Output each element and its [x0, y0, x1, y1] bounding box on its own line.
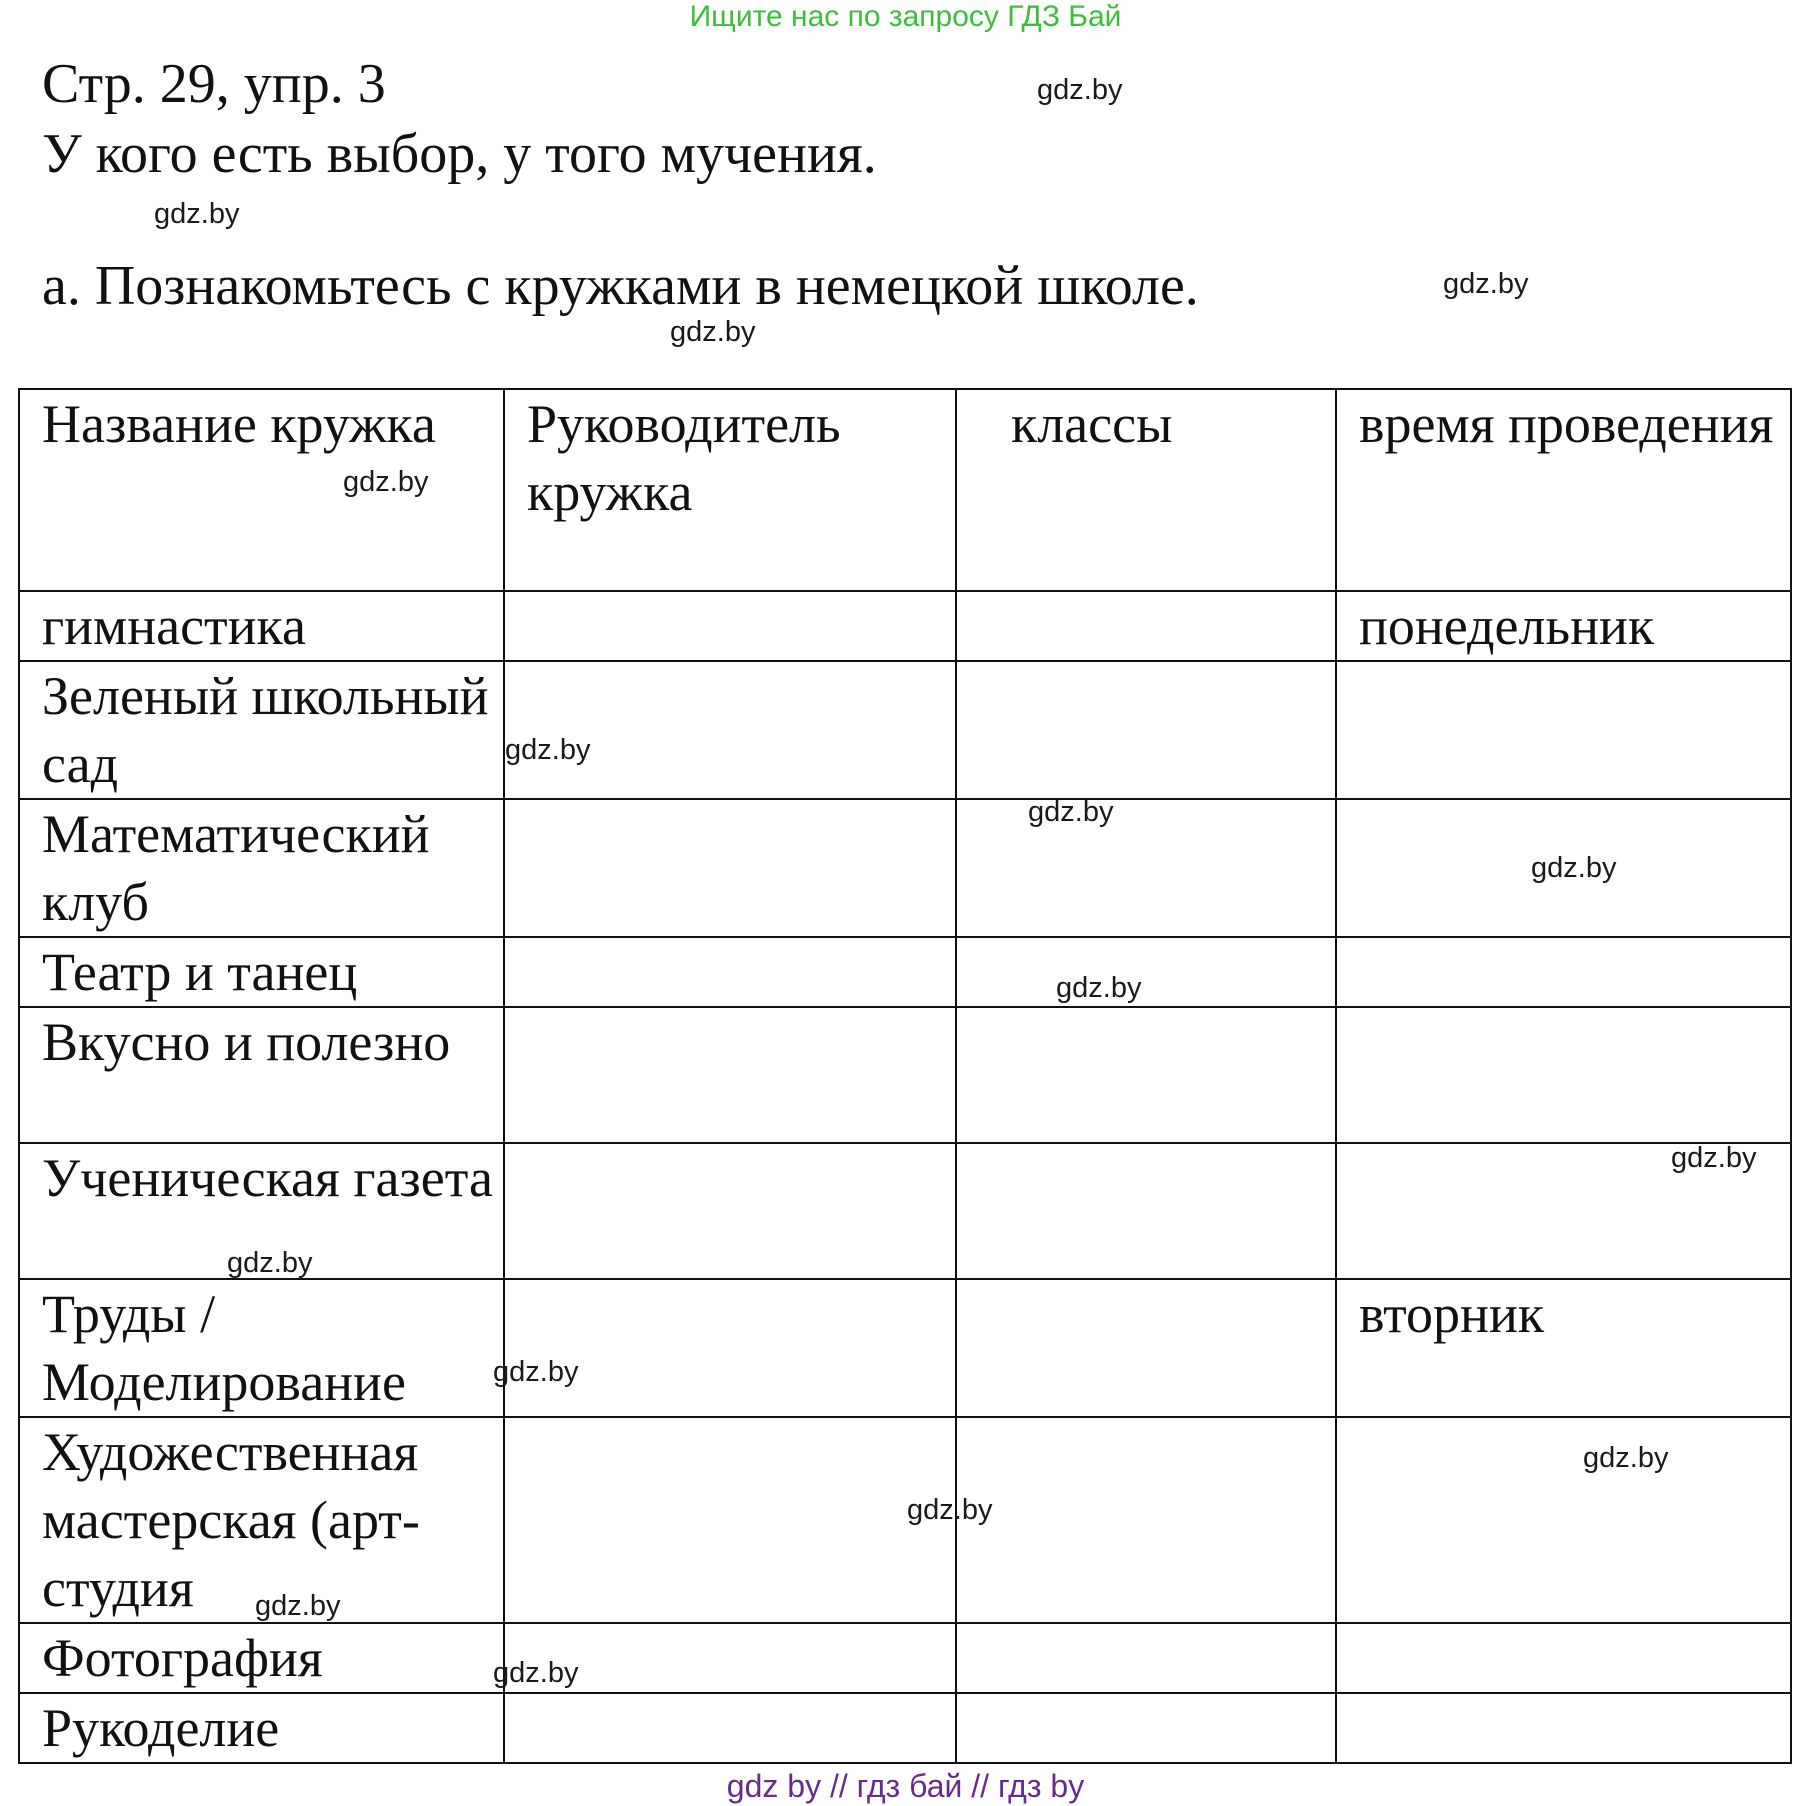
leader-cell	[504, 1693, 956, 1763]
club-name-cell: Труды / Моделирование	[19, 1279, 504, 1417]
table-row	[19, 799, 1791, 937]
classes-cell	[956, 937, 1336, 1007]
time-cell: вторник	[1336, 1279, 1791, 1417]
club-name-cell: Вкусно и полезно	[19, 1007, 504, 1143]
watermark: gdz.by	[1531, 852, 1617, 884]
table-row	[19, 591, 1791, 661]
watermark: gdz.by	[1028, 796, 1114, 828]
watermark: gdz.by	[343, 466, 429, 498]
club-name-cell: Ученическая газета	[19, 1143, 504, 1279]
watermark: gdz.by	[1037, 74, 1123, 106]
classes-cell	[956, 1623, 1336, 1693]
leader-cell	[504, 1143, 956, 1279]
leader-cell	[504, 937, 956, 1007]
table-row	[19, 661, 1791, 799]
watermark: gdz.by	[1583, 1442, 1669, 1474]
club-name-cell: Математический клуб	[19, 799, 504, 937]
leader-cell	[504, 591, 956, 661]
watermark: gdz.by	[1443, 268, 1529, 300]
watermark: gdz.by	[670, 316, 756, 348]
leader-cell	[504, 661, 956, 799]
watermark: gdz.by	[493, 1657, 579, 1689]
header-leader: Руководитель кружка	[504, 389, 956, 591]
footer-banner: gdz by // гдз бай // гдз by	[726, 1768, 1085, 1804]
classes-cell	[956, 1279, 1336, 1417]
classes-cell	[956, 1693, 1336, 1763]
leader-cell	[504, 799, 956, 937]
classes-cell	[956, 591, 1336, 661]
table-row	[19, 1279, 1791, 1417]
watermark: gdz.by	[255, 1590, 341, 1622]
watermark: gdz.by	[154, 198, 240, 230]
time-cell	[1336, 1007, 1791, 1143]
leader-cell	[504, 1007, 956, 1143]
time-cell: понедельник	[1336, 591, 1791, 661]
watermark: gdz.by	[907, 1494, 993, 1526]
club-name-cell: Художественная мастерская (арт-студия	[19, 1417, 504, 1623]
leader-cell	[504, 1279, 956, 1417]
header-time: время проведения	[1336, 389, 1791, 591]
subtitle: У кого есть выбор, у того мучения.	[42, 123, 877, 185]
time-cell	[1336, 1417, 1791, 1623]
page-reference: Стр. 29, упр. 3	[42, 53, 386, 115]
watermark: gdz.by	[1056, 972, 1142, 1004]
club-name-cell: Театр и танец	[19, 937, 504, 1007]
classes-cell	[956, 1007, 1336, 1143]
time-cell	[1336, 661, 1791, 799]
table-row	[19, 1623, 1791, 1693]
table-header-row	[19, 389, 1791, 591]
classes-cell	[956, 799, 1336, 937]
club-name-cell: гимнастика	[19, 591, 504, 661]
time-cell	[1336, 1623, 1791, 1693]
classes-cell	[956, 1417, 1336, 1623]
leader-cell	[504, 1417, 956, 1623]
watermark: gdz.by	[227, 1247, 313, 1279]
classes-cell	[956, 1143, 1336, 1279]
header-classes: классы	[956, 389, 1336, 591]
club-name-cell: Рукоделие	[19, 1693, 504, 1763]
table-row	[19, 1693, 1791, 1763]
classes-cell	[956, 661, 1336, 799]
club-name-cell: Фотография	[19, 1623, 504, 1693]
table-row	[19, 937, 1791, 1007]
header-club-name: Название кружка	[19, 389, 504, 591]
top-banner: Ищите нас по запросу ГДЗ Бай	[689, 0, 1122, 33]
club-name-cell: Зеленый школьный сад	[19, 661, 504, 799]
watermark: gdz.by	[493, 1356, 579, 1388]
table-row	[19, 1007, 1791, 1143]
watermark: gdz.by	[505, 734, 591, 766]
watermark: gdz.by	[1671, 1142, 1757, 1174]
clubs-table	[18, 388, 1792, 1764]
task-instruction: a. Познакомьтесь с кружками в немецкой школе.	[42, 255, 1199, 317]
time-cell	[1336, 1693, 1791, 1763]
time-cell	[1336, 937, 1791, 1007]
